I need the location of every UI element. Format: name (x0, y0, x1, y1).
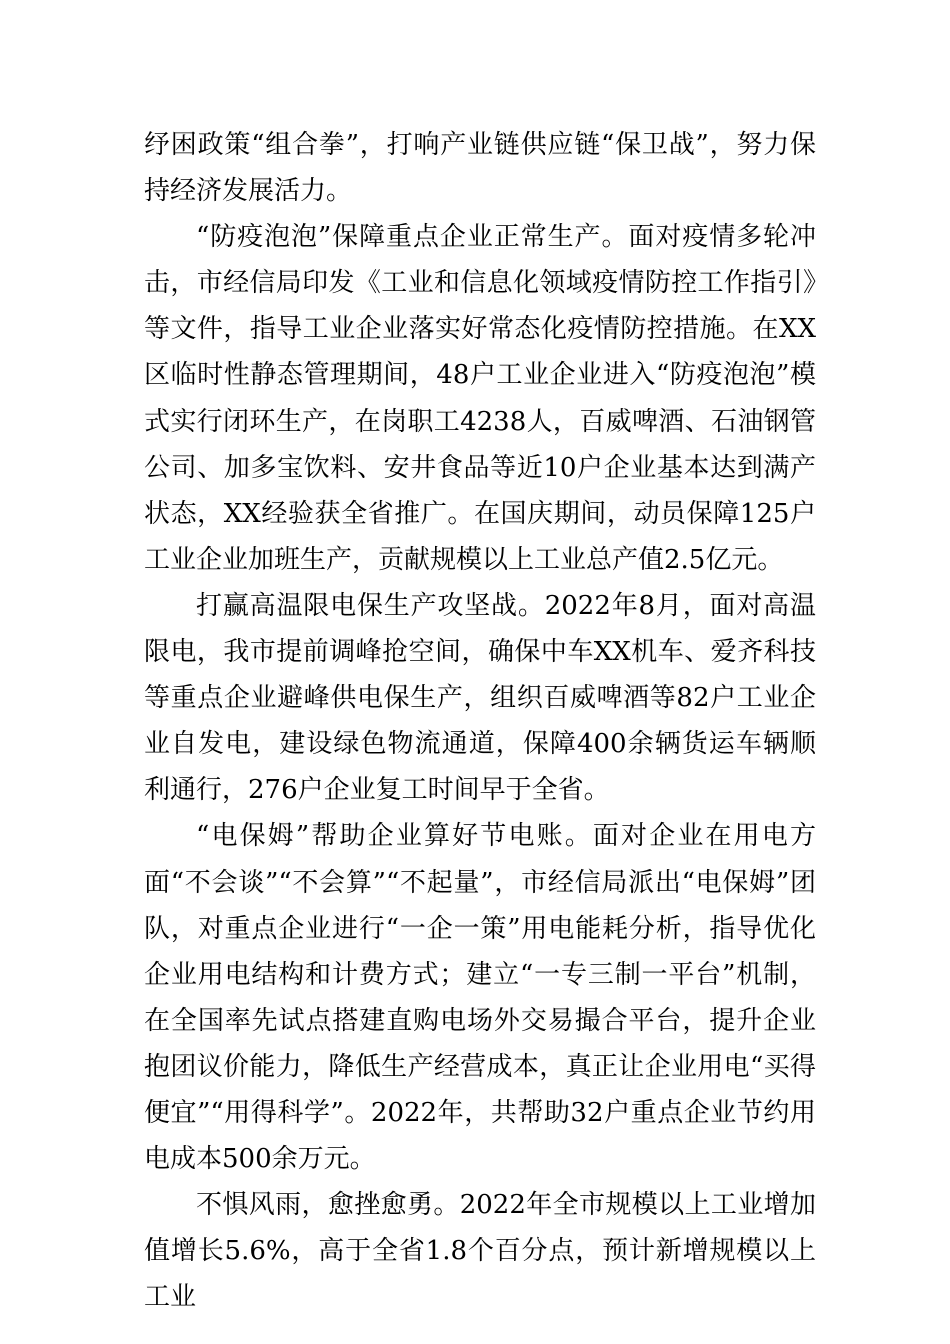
paragraph-continuation: 纾困政策“组合拳”，打响产业链供应链“保卫战”，努力保持经济发展活力。 (144, 130, 816, 207)
paragraph-power-nanny: “电保姆”帮助企业算好节电账。面对企业在用电方面“不会谈”“不会算”“不起量”，市经信局派出“电保姆”团队，对重点企业进行“一企一策”用电能耗分析，指导优化企业用电结构和计费方式；建立“一专三制一平台”机制，在全国率先试点搭建直购电场外交易撮合平台，提升企业抱团议价能力，降低生产经营成本，真正让企业用电“买得便宜”“用得科学”。2022年，共帮助32户重点企业节约用电成本500余万元。 (144, 821, 816, 1175)
document-body (144, 122, 816, 1320)
paragraph-summary: 不惧风雨，愈挫愈勇。2022年全市规模以上工业增加值增长5.6%，高于全省1.8个百分点，预计新增规模以上工业 (144, 1190, 816, 1313)
paragraph-power-limit: 打赢高温限电保生产攻坚战。2022年8月，面对高温限电，我市提前调峰抢空间，确保中车XX机车、爱齐科技等重点企业避峰供电保生产，组织百威啤酒等82户工业企业自发电，建设绿色物流通道，保障400余辆货运车辆顺利通行，276户企业复工时间早于全省。 (144, 590, 816, 806)
paragraph-epidemic-bubble: “防疫泡泡”保障重点企业正常生产。面对疫情多轮冲击，市经信局印发《工业和信息化领域疫情防控工作指引》等文件，指导工业企业落实好常态化疫情防控措施。在XX区临时性静态管理期间，48户工业企业进入“防疫泡泡”模式实行闭环生产，在岗职工4238人，百威啤酒、石油钢管公司、加多宝饮料、安井食品等近10户企业基本达到满产状态，XX经验获全省推广。在国庆期间，动员保障125户工业企业加班生产，贡献规模以上工业总产值2.5亿元。 (144, 222, 816, 575)
